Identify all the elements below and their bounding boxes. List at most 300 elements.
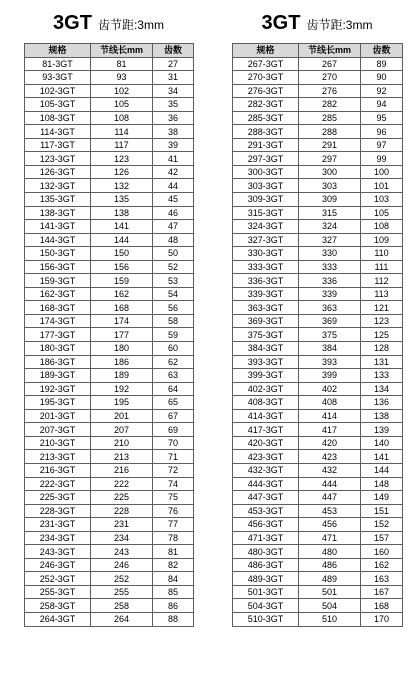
table-row (25, 125, 194, 139)
table-row (233, 477, 403, 491)
cell-teeth: 99 (361, 152, 403, 166)
table-row (233, 111, 403, 125)
cell-pitch-length: 315 (299, 206, 361, 220)
cell-teeth: 96 (361, 125, 403, 139)
cell-teeth: 89 (361, 57, 403, 71)
table-row (233, 125, 403, 139)
table-row (25, 463, 194, 477)
cell-teeth: 110 (361, 247, 403, 261)
cell-spec: 393-3GT (233, 355, 299, 369)
table-row (233, 423, 403, 437)
cell-pitch-length: 117 (91, 138, 153, 152)
cell-teeth: 60 (153, 342, 194, 356)
cell-teeth: 72 (153, 463, 194, 477)
cell-spec: 102-3GT (25, 84, 91, 98)
cell-spec: 222-3GT (25, 477, 91, 491)
cell-spec: 327-3GT (233, 233, 299, 247)
cell-teeth: 69 (153, 423, 194, 437)
cell-pitch-length: 300 (299, 165, 361, 179)
table-row (25, 545, 194, 559)
cell-teeth: 58 (153, 314, 194, 328)
cell-spec: 144-3GT (25, 233, 91, 247)
header-teeth: 齿数 (361, 44, 403, 58)
table-row (233, 98, 403, 112)
cell-pitch-length: 489 (299, 572, 361, 586)
cell-pitch-length: 201 (91, 409, 153, 423)
cell-teeth: 86 (153, 599, 194, 613)
cell-pitch-length: 258 (91, 599, 153, 613)
cell-spec: 267-3GT (233, 57, 299, 71)
cell-teeth: 74 (153, 477, 194, 491)
table-row (25, 206, 194, 220)
cell-pitch-length: 369 (299, 314, 361, 328)
cell-spec: 309-3GT (233, 193, 299, 207)
cell-teeth: 139 (361, 423, 403, 437)
cell-spec: 402-3GT (233, 382, 299, 396)
cell-spec: 93-3GT (25, 71, 91, 85)
table-row (25, 396, 194, 410)
cell-spec: 180-3GT (25, 342, 91, 356)
cell-spec: 270-3GT (233, 71, 299, 85)
cell-pitch-length: 432 (299, 463, 361, 477)
cell-teeth: 47 (153, 220, 194, 234)
cell-teeth: 103 (361, 193, 403, 207)
table-row (233, 206, 403, 220)
cell-pitch-length: 393 (299, 355, 361, 369)
cell-spec: 336-3GT (233, 274, 299, 288)
table-row (25, 314, 194, 328)
table-row (233, 274, 403, 288)
cell-pitch-length: 276 (299, 84, 361, 98)
table-row (233, 463, 403, 477)
cell-teeth: 149 (361, 491, 403, 505)
cell-spec: 330-3GT (233, 247, 299, 261)
cell-spec: 423-3GT (233, 450, 299, 464)
cell-pitch-length: 255 (91, 585, 153, 599)
cell-teeth: 167 (361, 585, 403, 599)
cell-pitch-length: 159 (91, 274, 153, 288)
cell-pitch-length: 93 (91, 71, 153, 85)
table-row (233, 599, 403, 613)
table-row (233, 165, 403, 179)
cell-pitch-length: 222 (91, 477, 153, 491)
cell-pitch-length: 195 (91, 396, 153, 410)
cell-teeth: 128 (361, 342, 403, 356)
cell-teeth: 136 (361, 396, 403, 410)
table-row (25, 491, 194, 505)
cell-spec: 105-3GT (25, 98, 91, 112)
cell-spec: 207-3GT (25, 423, 91, 437)
table-row (25, 179, 194, 193)
cell-pitch-length: 423 (299, 450, 361, 464)
table-row (25, 355, 194, 369)
cell-pitch-length: 453 (299, 504, 361, 518)
cell-spec: 408-3GT (233, 396, 299, 410)
table-row (25, 409, 194, 423)
cell-spec: 246-3GT (25, 558, 91, 572)
cell-teeth: 77 (153, 518, 194, 532)
cell-spec: 471-3GT (233, 531, 299, 545)
cell-spec: 255-3GT (25, 585, 91, 599)
cell-pitch-length: 510 (299, 612, 361, 626)
cell-pitch-length: 210 (91, 436, 153, 450)
cell-spec: 456-3GT (233, 518, 299, 532)
cell-spec: 189-3GT (25, 369, 91, 383)
cell-teeth: 45 (153, 193, 194, 207)
table-row (25, 450, 194, 464)
table-row (25, 382, 194, 396)
cell-teeth: 31 (153, 71, 194, 85)
cell-teeth: 170 (361, 612, 403, 626)
cell-pitch-length: 285 (299, 111, 361, 125)
cell-teeth: 152 (361, 518, 403, 532)
cell-pitch-length: 252 (91, 572, 153, 586)
cell-spec: 216-3GT (25, 463, 91, 477)
table-row (233, 342, 403, 356)
cell-pitch-length: 486 (299, 558, 361, 572)
table-row (233, 558, 403, 572)
cell-pitch-length: 177 (91, 328, 153, 342)
cell-spec: 117-3GT (25, 138, 91, 152)
cell-spec: 132-3GT (25, 179, 91, 193)
table-row (233, 612, 403, 626)
cell-spec: 369-3GT (233, 314, 299, 328)
cell-teeth: 70 (153, 436, 194, 450)
cell-pitch-length: 339 (299, 287, 361, 301)
cell-spec: 339-3GT (233, 287, 299, 301)
cell-pitch-length: 288 (299, 125, 361, 139)
cell-pitch-length: 414 (299, 409, 361, 423)
cell-teeth: 140 (361, 436, 403, 450)
cell-pitch-length: 330 (299, 247, 361, 261)
table-row (25, 98, 194, 112)
cell-spec: 213-3GT (25, 450, 91, 464)
table-row (233, 287, 403, 301)
cell-teeth: 82 (153, 558, 194, 572)
cell-pitch-length: 384 (299, 342, 361, 356)
cell-pitch-length: 234 (91, 531, 153, 545)
cell-teeth: 97 (361, 138, 403, 152)
cell-teeth: 133 (361, 369, 403, 383)
table-row (233, 247, 403, 261)
cell-spec: 288-3GT (233, 125, 299, 139)
table-row (25, 342, 194, 356)
cell-spec: 201-3GT (25, 409, 91, 423)
cell-teeth: 54 (153, 287, 194, 301)
table-row (25, 247, 194, 261)
table-row (233, 369, 403, 383)
cell-spec: 114-3GT (25, 125, 91, 139)
table-row (25, 572, 194, 586)
table-row (25, 71, 194, 85)
table-row (233, 233, 403, 247)
cell-spec: 162-3GT (25, 287, 91, 301)
cell-teeth: 67 (153, 409, 194, 423)
cell-spec: 141-3GT (25, 220, 91, 234)
cell-teeth: 34 (153, 84, 194, 98)
cell-teeth: 105 (361, 206, 403, 220)
cell-pitch-length: 375 (299, 328, 361, 342)
table-header-row (25, 44, 194, 58)
cell-pitch-length: 174 (91, 314, 153, 328)
cell-spec: 282-3GT (233, 98, 299, 112)
cell-spec: 123-3GT (25, 152, 91, 166)
cell-pitch-length: 243 (91, 545, 153, 559)
table-row (25, 531, 194, 545)
cell-teeth: 123 (361, 314, 403, 328)
cell-spec: 159-3GT (25, 274, 91, 288)
cell-spec: 168-3GT (25, 301, 91, 315)
cell-teeth: 81 (153, 545, 194, 559)
cell-pitch-length: 213 (91, 450, 153, 464)
left-title (24, 12, 193, 42)
cell-pitch-length: 138 (91, 206, 153, 220)
cell-pitch-length: 408 (299, 396, 361, 410)
cell-teeth: 42 (153, 165, 194, 179)
cell-teeth: 56 (153, 301, 194, 315)
cell-pitch-length: 207 (91, 423, 153, 437)
table-row (25, 165, 194, 179)
table-row (233, 57, 403, 71)
right-panel (232, 12, 402, 625)
cell-spec: 81-3GT (25, 57, 91, 71)
cell-spec: 210-3GT (25, 436, 91, 450)
table-row (233, 491, 403, 505)
cell-pitch-length: 114 (91, 125, 153, 139)
cell-teeth: 148 (361, 477, 403, 491)
cell-teeth: 63 (153, 369, 194, 383)
table-row (233, 355, 403, 369)
cell-spec: 453-3GT (233, 504, 299, 518)
cell-spec: 126-3GT (25, 165, 91, 179)
cell-pitch-length: 471 (299, 531, 361, 545)
table-row (25, 328, 194, 342)
cell-teeth: 53 (153, 274, 194, 288)
table-row (233, 396, 403, 410)
cell-pitch-length: 144 (91, 233, 153, 247)
left-spec-table (24, 43, 194, 627)
cell-spec: 192-3GT (25, 382, 91, 396)
cell-pitch-length: 399 (299, 369, 361, 383)
cell-spec: 363-3GT (233, 301, 299, 315)
cell-teeth: 59 (153, 328, 194, 342)
cell-spec: 384-3GT (233, 342, 299, 356)
cell-teeth: 111 (361, 260, 403, 274)
table-row (25, 260, 194, 274)
right-title-pitch: 齿节距:3mm (306, 18, 373, 32)
cell-spec: 324-3GT (233, 220, 299, 234)
cell-teeth: 162 (361, 558, 403, 572)
table-row (233, 504, 403, 518)
cell-spec: 504-3GT (233, 599, 299, 613)
cell-teeth: 157 (361, 531, 403, 545)
cell-spec: 300-3GT (233, 165, 299, 179)
table-row (25, 436, 194, 450)
cell-spec: 486-3GT (233, 558, 299, 572)
cell-spec: 150-3GT (25, 247, 91, 261)
cell-spec: 417-3GT (233, 423, 299, 437)
cell-spec: 480-3GT (233, 545, 299, 559)
cell-teeth: 94 (361, 98, 403, 112)
cell-teeth: 144 (361, 463, 403, 477)
table-row (233, 152, 403, 166)
cell-pitch-length: 102 (91, 84, 153, 98)
cell-pitch-length: 480 (299, 545, 361, 559)
cell-teeth: 113 (361, 287, 403, 301)
cell-teeth: 39 (153, 138, 194, 152)
cell-spec: 234-3GT (25, 531, 91, 545)
table-row (25, 152, 194, 166)
cell-teeth: 112 (361, 274, 403, 288)
cell-pitch-length: 267 (299, 57, 361, 71)
cell-teeth: 75 (153, 491, 194, 505)
cell-spec: 414-3GT (233, 409, 299, 423)
cell-pitch-length: 228 (91, 504, 153, 518)
cell-teeth: 101 (361, 179, 403, 193)
cell-pitch-length: 327 (299, 233, 361, 247)
cell-spec: 138-3GT (25, 206, 91, 220)
cell-pitch-length: 156 (91, 260, 153, 274)
cell-pitch-length: 297 (299, 152, 361, 166)
header-teeth: 齿数 (153, 44, 194, 58)
table-row (25, 585, 194, 599)
left-title-pitch: 齿节距:3mm (97, 18, 164, 32)
table-row (25, 84, 194, 98)
cell-teeth: 38 (153, 125, 194, 139)
left-panel (24, 12, 193, 625)
cell-teeth: 168 (361, 599, 403, 613)
cell-teeth: 141 (361, 450, 403, 464)
cell-pitch-length: 444 (299, 477, 361, 491)
table-row (25, 301, 194, 315)
table-row (25, 193, 194, 207)
table-row (25, 233, 194, 247)
cell-teeth: 71 (153, 450, 194, 464)
table-row (233, 572, 403, 586)
cell-spec: 375-3GT (233, 328, 299, 342)
table-row (25, 111, 194, 125)
cell-pitch-length: 291 (299, 138, 361, 152)
cell-pitch-length: 123 (91, 152, 153, 166)
cell-spec: 291-3GT (233, 138, 299, 152)
table-row (233, 138, 403, 152)
cell-teeth: 50 (153, 247, 194, 261)
cell-teeth: 52 (153, 260, 194, 274)
cell-teeth: 163 (361, 572, 403, 586)
table-row (25, 599, 194, 613)
cell-pitch-length: 231 (91, 518, 153, 532)
cell-pitch-length: 141 (91, 220, 153, 234)
table-row (233, 545, 403, 559)
cell-pitch-length: 417 (299, 423, 361, 437)
table-row (25, 274, 194, 288)
table-row (233, 260, 403, 274)
cell-teeth: 108 (361, 220, 403, 234)
cell-teeth: 160 (361, 545, 403, 559)
cell-teeth: 134 (361, 382, 403, 396)
cell-spec: 276-3GT (233, 84, 299, 98)
cell-pitch-length: 225 (91, 491, 153, 505)
cell-spec: 195-3GT (25, 396, 91, 410)
cell-spec: 501-3GT (233, 585, 299, 599)
cell-pitch-length: 150 (91, 247, 153, 261)
cell-teeth: 35 (153, 98, 194, 112)
cell-pitch-length: 420 (299, 436, 361, 450)
cell-teeth: 46 (153, 206, 194, 220)
cell-spec: 186-3GT (25, 355, 91, 369)
cell-teeth: 78 (153, 531, 194, 545)
cell-pitch-length: 447 (299, 491, 361, 505)
cell-teeth: 65 (153, 396, 194, 410)
cell-teeth: 125 (361, 328, 403, 342)
cell-pitch-length: 324 (299, 220, 361, 234)
table-row (25, 423, 194, 437)
cell-spec: 489-3GT (233, 572, 299, 586)
table-row (25, 612, 194, 626)
cell-teeth: 84 (153, 572, 194, 586)
cell-pitch-length: 333 (299, 260, 361, 274)
cell-spec: 447-3GT (233, 491, 299, 505)
right-title-code: 3GT (261, 12, 301, 34)
cell-spec: 285-3GT (233, 111, 299, 125)
cell-teeth: 36 (153, 111, 194, 125)
table-row (233, 585, 403, 599)
cell-teeth: 48 (153, 233, 194, 247)
cell-pitch-length: 303 (299, 179, 361, 193)
cell-teeth: 64 (153, 382, 194, 396)
cell-spec: 174-3GT (25, 314, 91, 328)
cell-spec: 297-3GT (233, 152, 299, 166)
table-row (233, 301, 403, 315)
table-row (25, 504, 194, 518)
table-row (25, 287, 194, 301)
cell-teeth: 90 (361, 71, 403, 85)
cell-spec: 177-3GT (25, 328, 91, 342)
cell-spec: 135-3GT (25, 193, 91, 207)
cell-pitch-length: 132 (91, 179, 153, 193)
cell-spec: 243-3GT (25, 545, 91, 559)
cell-teeth: 100 (361, 165, 403, 179)
table-row (25, 518, 194, 532)
table-row (25, 558, 194, 572)
table-row (233, 450, 403, 464)
cell-spec: 444-3GT (233, 477, 299, 491)
cell-teeth: 41 (153, 152, 194, 166)
table-row (233, 71, 403, 85)
header-spec: 规格 (233, 44, 299, 58)
cell-teeth: 121 (361, 301, 403, 315)
header-pitch-length: 节线长mm (299, 44, 361, 58)
table-row (25, 57, 194, 71)
cell-teeth: 62 (153, 355, 194, 369)
cell-teeth: 109 (361, 233, 403, 247)
cell-pitch-length: 402 (299, 382, 361, 396)
cell-pitch-length: 282 (299, 98, 361, 112)
table-row (233, 84, 403, 98)
cell-teeth: 85 (153, 585, 194, 599)
table-row (233, 436, 403, 450)
cell-pitch-length: 105 (91, 98, 153, 112)
table-row (233, 518, 403, 532)
cell-pitch-length: 135 (91, 193, 153, 207)
cell-teeth: 76 (153, 504, 194, 518)
cell-teeth: 27 (153, 57, 194, 71)
table-row (233, 531, 403, 545)
table-row (233, 220, 403, 234)
table-row (25, 477, 194, 491)
cell-pitch-length: 270 (299, 71, 361, 85)
cell-pitch-length: 456 (299, 518, 361, 532)
